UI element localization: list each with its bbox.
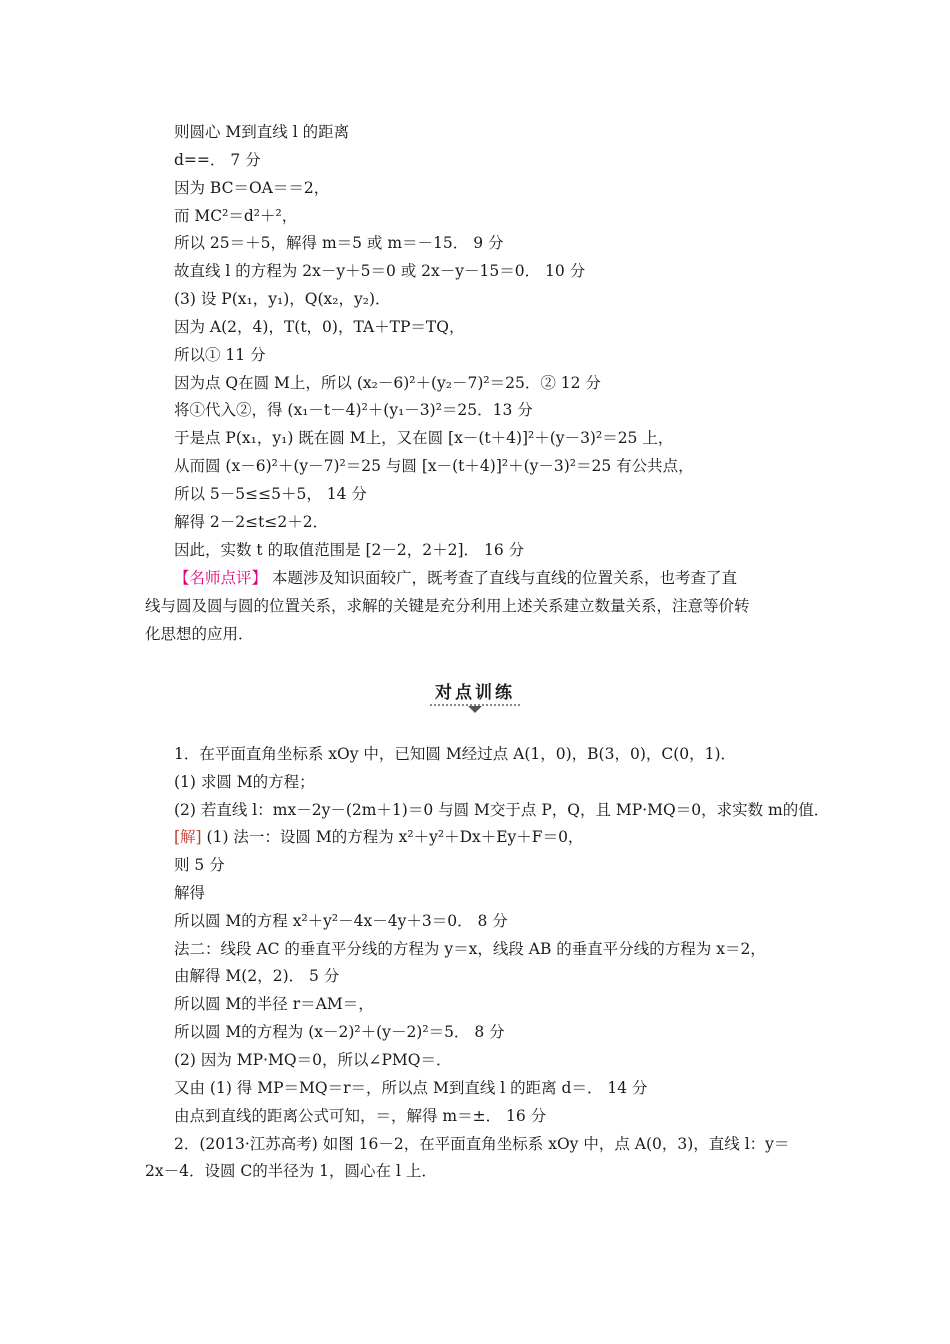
solution-line: 法二：线段 AC 的垂直平分线的方程为 y＝x，线段 AB 的垂直平分线的方程为 x＝2， — [174, 940, 766, 958]
solution-line: (2) 因为 MP·MQ＝0，所以∠PMQ＝． — [174, 1051, 452, 1069]
expert-comment-line: 化思想的应用． — [145, 625, 254, 643]
solution-line: 解得 — [174, 884, 206, 902]
solution-line: 所以圆 M的方程为 (x－2)²＋(y－2)²＝5． 8 分 — [174, 1023, 505, 1041]
question-stem-continued: 2x－4．设圆 C的半径为 1，圆心在 l 上． — [145, 1162, 437, 1180]
question-part: (1) 求圆 M的方程； — [174, 773, 315, 791]
solution-start — [174, 827, 583, 847]
question-stem: 2．(2013·江苏高考) 如图 16－2，在平面直角坐标系 xOy 中，点 A(0，3)，直线 l：y＝ — [174, 1135, 790, 1153]
expert-comment-tag: 【名师点评】 — [174, 569, 268, 587]
solution-line: 于是点 P(x₁，y₁) 既在圆 M上，又在圆 [x－(t＋4)]²＋(y－3)²＝25 上， — [174, 429, 674, 447]
solution-line: 所以 25＝＋5，解得 m＝5 或 m＝－15． 9 分 — [174, 234, 504, 252]
triangle-down-icon — [468, 706, 482, 713]
solution-line: (3) 设 P(x₁，y₁)，Q(x₂，y₂)． — [174, 290, 391, 308]
expert-comment-line: 线与圆及圆与圆的位置关系，求解的关键是充分利用上述关系建立数量关系，注意等价转 — [145, 597, 750, 615]
solution-line: 而 MC²＝d²＋²， — [174, 207, 298, 225]
solution-line: 所以① 11 分 — [174, 346, 266, 364]
solution-line: 因为 BC＝OA＝＝2， — [174, 179, 330, 197]
solution-line: 从而圆 (x－6)²＋(y－7)²＝25 与圆 [x－(t＋4)]²＋(y－3)²＝25 有公共点， — [174, 457, 694, 475]
section-heading — [0, 678, 950, 703]
question-stem: 1．在平面直角坐标系 xOy 中，已知圆 M经过点 A(1，0)，B(3，0)，C(0，1)． — [174, 745, 737, 763]
solution-line: 又由 (1) 得 MP＝MQ＝r＝，所以点 M到直线 l 的距离 d＝． 14 分 — [174, 1079, 648, 1097]
solution-line: 所以圆 M的半径 r＝AM＝， — [174, 995, 374, 1013]
solution-line: 由点到直线的距离公式可知，＝，解得 m＝±． 16 分 — [174, 1107, 547, 1125]
solution-line: 则 5 分 — [174, 856, 225, 874]
expert-comment — [174, 568, 737, 588]
section-title: 对点训练 — [435, 683, 515, 703]
solution-line: 则圆心 M到直线 l 的距离 — [174, 123, 350, 141]
solution-line: 解得 2－2≤t≤2＋2． — [174, 513, 329, 531]
solution-text: (1) 法一：设圆 M的方程为 x²＋y²＋Dx＋Ey＋F＝0， — [201, 828, 584, 846]
solution-tag: [解] — [174, 828, 202, 846]
expert-comment-text: 本题涉及知识面较广，既考查了直线与直线的位置关系，也考查了直 — [267, 569, 737, 587]
solution-line: 将①代入②，得 (x₁－t－4)²＋(y₁－3)²＝25．13 分 — [174, 401, 533, 419]
solution-line: 故直线 l 的方程为 2x－y＋5＝0 或 2x－y－15＝0． 10 分 — [174, 262, 586, 280]
question-part: (2) 若直线 l：mx－2y－(2m＋1)＝0 与圆 M交于点 P，Q，且 MP·MQ＝0，求实数 m的值． — [174, 801, 830, 819]
solution-line: 因为 A(2，4)，T(t，0)，TA＋TP＝TQ， — [174, 318, 465, 336]
solution-line: d==． 7 分 — [174, 151, 261, 169]
solution-line: 所以圆 M的方程 x²＋y²－4x－4y＋3＝0． 8 分 — [174, 912, 508, 930]
solution-line: 由解得 M(2，2)． 5 分 — [174, 967, 340, 985]
solution-line: 所以 5－5≤≤5＋5， 14 分 — [174, 485, 367, 503]
solution-line: 因为点 Q在圆 M上，所以 (x₂－6)²＋(y₂－7)²＝25．② 12 分 — [174, 374, 601, 392]
solution-line: 因此，实数 t 的取值范围是 [2－2，2＋2]． 16 分 — [174, 541, 525, 559]
